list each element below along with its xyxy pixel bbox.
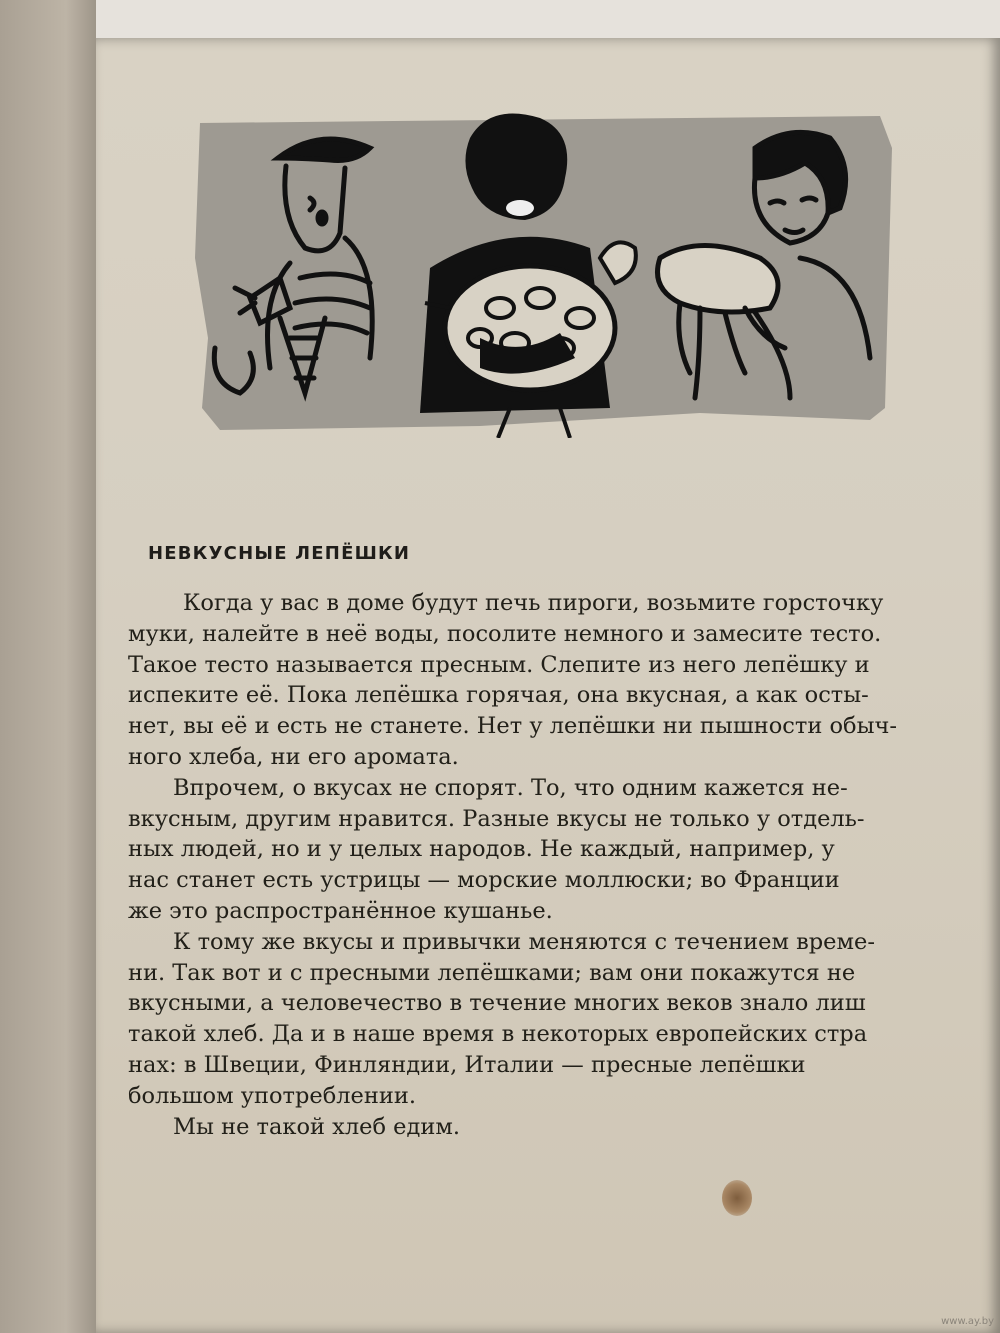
text-line: вкусными, а человечество в течение многих веков знало лиш: [128, 990, 866, 1017]
text-line: ни. Так вот и с пресными лепёшками; вам они покажутся не: [128, 959, 856, 986]
illustration: [180, 108, 900, 438]
text-line: же это распространённое кушанье.: [128, 897, 553, 924]
text-line: нас станет есть устрицы — морские моллюски; во Франции: [128, 867, 840, 894]
background-surface: [96, 0, 1000, 40]
article-heading: НЕВКУСНЫЕ ЛЕПЁШКИ: [148, 543, 411, 564]
text-line: Когда у вас в доме будут печь пироги, возьмите горсточку: [183, 590, 884, 616]
text-line: К тому же вкусы и привычки меняются с течением време-: [173, 928, 875, 955]
watermark: www.ay.by: [941, 1316, 994, 1327]
text-line: большом употреблении.: [128, 1082, 416, 1109]
text-line: Такое тесто называется пресным. Слепите из него лепёшку и: [128, 651, 870, 678]
text-line: испеките её. Пока лепёшка горячая, она вкусная, а как осты-: [128, 682, 869, 709]
text-line: муки, налейте в неё воды, посолите немного и замесите тесто.: [128, 620, 882, 647]
text-line: нет, вы её и есть не станете. Нет у лепёшки ни пышности обыч-: [128, 713, 897, 740]
text-line: Впрочем, о вкусах не спорят. То, что одним кажется не-: [173, 774, 848, 801]
article-body: [128, 588, 988, 1142]
text-line: ных людей, но и у целых народов. Не каждый, например, у: [128, 836, 835, 863]
text-line: Мы не такой хлеб едим.: [173, 1113, 460, 1140]
stain: [722, 1180, 752, 1216]
text-line: нах: в Швеции, Финляндии, Италии — пресные лепёшки: [128, 1051, 806, 1078]
text-line: ного хлеба, ни его аромата.: [128, 743, 459, 770]
facing-page: [0, 0, 110, 1333]
text-line: такой хлеб. Да и в наше время в некоторых европейских стра: [128, 1021, 868, 1048]
text-line: вкусным, другим нравится. Разные вкусы не только у отдель-: [128, 805, 865, 832]
